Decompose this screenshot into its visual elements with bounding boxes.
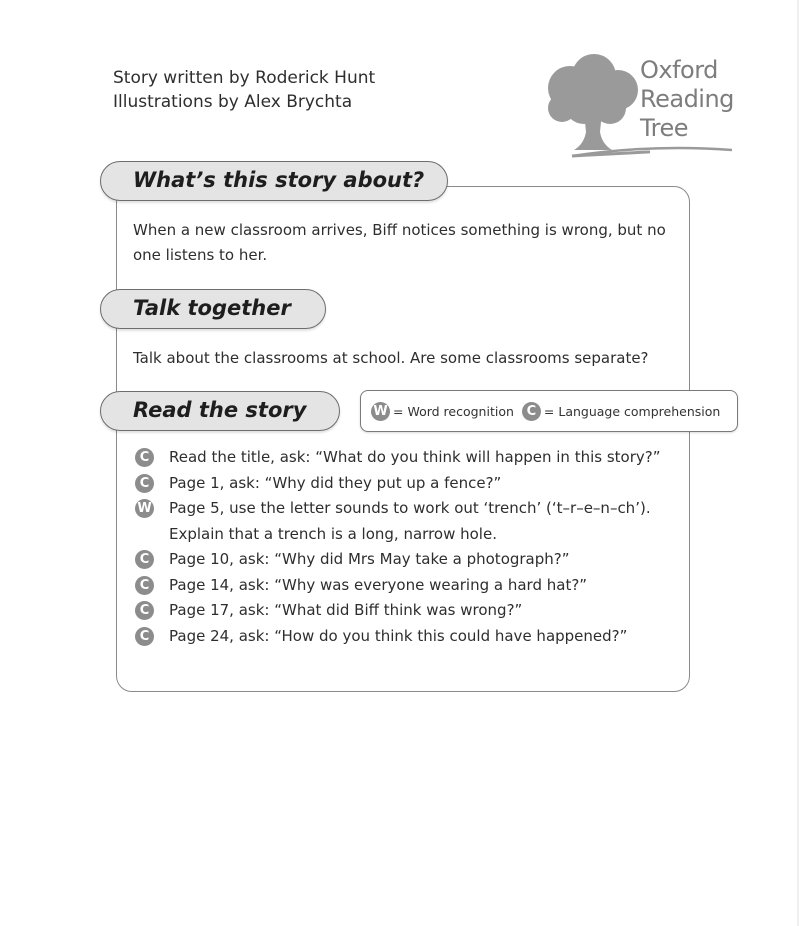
comprehension-icon: C (135, 627, 154, 646)
logo-text (640, 56, 734, 143)
section-heading-talk: Talk together (100, 289, 326, 329)
prompt-text: Page 10, ask: “Why did Mrs May take a photograph?” (169, 550, 570, 568)
logo-line-reading: Reading (640, 85, 734, 113)
comprehension-icon: C (135, 474, 154, 493)
language-comprehension-icon: C (522, 402, 541, 421)
credits (113, 66, 375, 114)
talk-text: Talk about the classrooms at school. Are some classrooms separate? (133, 349, 649, 367)
prompt-text: Page 17, ask: “What did Biff think was wrong?” (169, 601, 523, 619)
word-recognition-icon: W (371, 402, 390, 421)
logo-line-tree: Tree (640, 114, 689, 142)
list-item (135, 547, 680, 573)
list-item (135, 496, 680, 547)
prompt-text: Read the title, ask: “What do you think will happen in this story?” (169, 448, 661, 466)
about-text: When a new classroom arrives, Biff notices something is wrong, but no one listens to her. (133, 221, 666, 264)
list-item (135, 471, 680, 497)
oxford-reading-tree-logo (540, 52, 740, 170)
author-credit: Story written by Roderick Hunt (113, 68, 376, 88)
list-item (135, 573, 680, 599)
list-item (135, 445, 680, 471)
section-heading-about: What’s this story about? (100, 161, 448, 201)
prompt-text: Page 14, ask: “Why was everyone wearing a hard hat?” (169, 575, 588, 594)
list-item (135, 624, 680, 650)
prompt-text: Page 5, use the letter sounds to work out ‘trench’ (‘t–r–e–n–ch’). Explain that a trench is a long, narrow hole. (169, 499, 651, 543)
word-recognition-icon: W (135, 499, 154, 518)
page-edge (797, 0, 799, 926)
comprehension-icon: C (135, 448, 154, 467)
list-item (135, 598, 680, 624)
reading-prompts-list (135, 445, 680, 649)
word-recognition-label: = Word recognition (393, 403, 514, 419)
badge-legend (360, 390, 738, 432)
comprehension-icon: C (135, 576, 154, 595)
logo-line-oxford: Oxford (640, 56, 718, 84)
prompt-text: Page 24, ask: “How do you think this could have happened?” (169, 626, 628, 645)
prompt-text: Page 1, ask: “Why did they put up a fence?” (169, 473, 502, 492)
comprehension-icon: C (135, 601, 154, 620)
section-heading-read: Read the story (100, 391, 340, 431)
comprehension-icon: C (135, 550, 154, 569)
illustrator-credit: Illustrations by Alex Brychta (113, 92, 353, 112)
language-comprehension-label: = Language comprehension (543, 403, 721, 419)
